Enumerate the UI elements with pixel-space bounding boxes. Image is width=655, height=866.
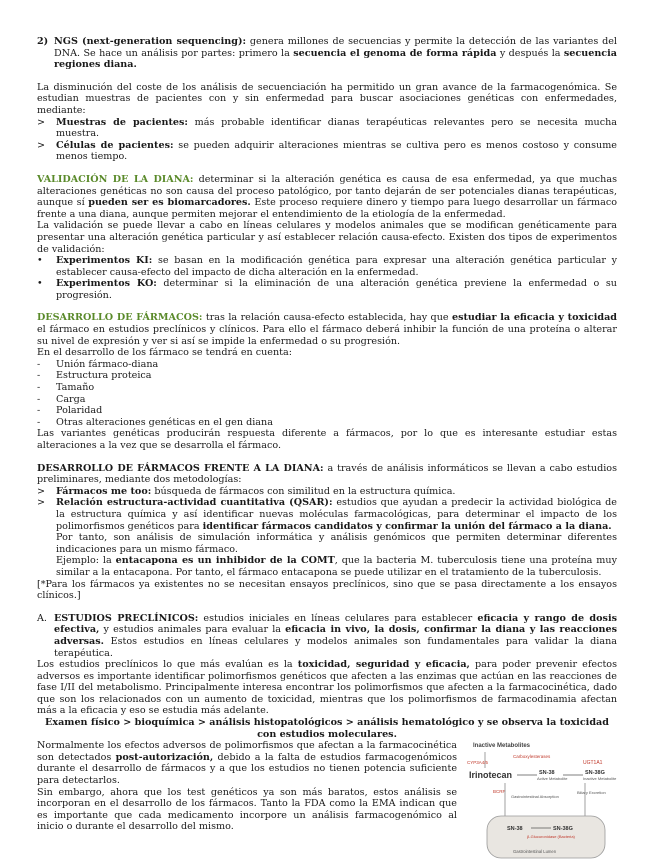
preclinicos-paragraph-3: Normalmente los efectos adversos de polimorfismos que afectan a la farmacocinética son detectados post-autorización, debido a la falta de estudios farmacogenómicos durante el desarrollo de fármacos y a que los estudios no tienen potencia suficiente para detectarlos. xyxy=(37,740,457,787)
preclinicos-heading: ESTUDIOS PRECLÍNICOS: xyxy=(54,612,199,624)
list-item: > Muestras de pacientes: más probable identificar dianas terapéuticas relevantes pero se necesita mucha muestra. xyxy=(37,116,618,140)
frente-list xyxy=(37,486,617,532)
validacion-list xyxy=(37,255,617,301)
frente-paragraph: DESARROLLO DE FÁRMACOS FRENTE A LA DIANA: a través de análisis informáticos se llevan a cabo estudios preliminares, mediante dos metodologías: xyxy=(37,462,617,486)
ugt-label: UGT1A1 xyxy=(583,760,603,767)
desarrollo-heading: DESARROLLO DE FÁRMACOS: xyxy=(37,312,203,324)
list-item: - Otras alteraciones genéticas en el gen diana xyxy=(37,416,273,428)
preclinicos-paragraph-4: Sin embargo, ahora que los test genéticos ya son más baratos, estos análisis se incorporan en el desarrollo de los fármacos. Tanto la FDA como la EMA indican que es importante que cada medicamento incorpore un análisis farmacogenómico al inicio o durante el desarrollo del mismo. xyxy=(37,786,457,833)
list-item: > Células de pacientes: se pueden adquirir alteraciones mientras se cultiva pero es menos costoso y consume menos tiempo. xyxy=(37,139,617,163)
intro-list xyxy=(37,117,617,163)
desarrollo-list xyxy=(37,359,617,429)
list-item: > Fármacos me too: búsqueda de fármacos con similitud en la estructura química. xyxy=(37,485,456,497)
gi-label: Gastrointestinal Absorption xyxy=(511,794,559,800)
desarrollo-paragraph: DESARROLLO DE FÁRMACOS: tras la relación causa-efecto establecida, hay que estudiar la eficacia y toxicidad el fármaco en estudios preclínicos y clínicos. Para ello el fármaco deberá inhibir la función de una proteína o alterar su nivel de expresión y ver si así se impide la enfermedad o su progresión. xyxy=(37,312,617,347)
irinotecan-metabolism-figure xyxy=(465,738,617,866)
preclinicos-paragraph-2: Los estudios preclínicos lo que más evalúan es la toxicidad, seguridad y eficacia, para poder prevenir efectos adversos es importante identificar polimorfismos genéticos que afecten a las enzimas que actúan en las reacciones de fase I/II del metabolismo. Principalmente interesa encontrar los polimorfismos que afecten a la farmacocinética, dado que son los relacionados con un aumento de toxicidad, mientras que los polimorfismos de farmacodinamia afectan más a la eficacia y eso se estudia más adelante. xyxy=(37,659,618,717)
validacion-paragraph-2: La validación se puede llevar a cabo en líneas celulares y modelos animales que se modifican genéticamente para presentar una alteración genética particular y así establecer relación causa-efecto. Existen dos tipos de experimentos de validación: xyxy=(37,220,617,255)
frente-indent-2: Ejemplo: la entacapona es un inhibidor de la COMT, que la bacteria M. tuberculosis tiene una proteína muy similar a la entacapona. Por tanto, el fármaco entacapona se puede utilizar en el tratamiento de la tuberculosis. xyxy=(56,555,618,578)
frente-indent-1: Por tanto, son análisis de simulación informática y análisis genómicos que permiten determinar diferentes indicaciones para un mismo fármaco. xyxy=(56,532,617,555)
list-item: - Carga xyxy=(37,393,86,405)
item-number: 2) xyxy=(37,36,49,47)
intro-paragraph: La disminución del coste de los análisis de secuenciación ha permitido un gran avance de la farmacogenómica. Se estudian muestras de pacientes con y sin enfermedad para buscar asociaciones genéticas con enfermedades, mediante: xyxy=(37,81,617,116)
cyp-label: CYP3A4/5 xyxy=(467,760,489,766)
lumen-label: Gastrointestinal Lumen xyxy=(513,849,557,855)
lumen-sn38-label: SN-38 xyxy=(507,826,523,833)
desarrollo-paragraph-2: En el desarrollo de los fármaco se tendrá en cuenta: xyxy=(37,347,292,359)
figure-title: Inactive Metabolites xyxy=(473,743,531,750)
lumen-sn38g-label: SN-38G xyxy=(553,826,573,833)
frente-heading: DESARROLLO DE FÁRMACOS FRENTE A LA DIANA: xyxy=(37,462,324,474)
list-item: • Experimentos KO: determinar si la eliminación de una alteración genética previene la enfermedad o su progresión. xyxy=(37,278,617,301)
ngs-heading: NGS (next-generation sequencing): xyxy=(54,36,247,47)
inactive-label: Inactive Metabolite xyxy=(583,776,617,782)
frente-note: [*Para los fármacos ya existentes no se necesitan ensayos preclínicos, sino que se pasa directamente a los ensayos clínicos.] xyxy=(37,578,617,602)
list-item: • Experimentos KI: se basan en la modificación genética para expresar una alteración genética particular y establecer causa-efecto del impacto de dicha alteración en la enfermedad. xyxy=(37,255,617,278)
biliary-label: Biliary Excretion xyxy=(577,790,606,796)
validacion-heading: VALIDACIÓN DE LA DIANA: xyxy=(37,173,194,185)
sn38g-label: SN-38G xyxy=(585,770,605,777)
list-item: - Estructura proteica xyxy=(37,370,152,382)
beta-label: β-Glucuronidase (Bacteria) xyxy=(527,834,575,840)
ngs-item: 2) NGS (next-generation sequencing): genera millones de secuencias y permite la detección de las variantes del DNA. Se hace un análisis por partes: primero la secuencia el genoma de forma rápida y después la secuencia regiones diana. xyxy=(37,36,617,71)
bcrp-label: BCRP xyxy=(493,789,506,795)
validacion-paragraph: VALIDACIÓN DE LA DIANA: determinar si la alteración genética es causa de esa enfermedad, ya que muchas alteraciones genéticas no son causa del proceso patológico, por tanto dejarán de ser potenciales dianas terapéuticas, aunque sí pueden ser es biomarcadores. Este proceso requiere dinero y tiempo para luego desarrollar un fármaco frente a una diana, aunque permiten mejorar el entendimiento de la etiología de la enfermedad. xyxy=(37,173,618,220)
carboxy-label: Carboxylesterases xyxy=(513,754,551,760)
active-label: Active Metabolite xyxy=(537,776,568,782)
list-item: - Polaridad xyxy=(37,405,103,417)
list-item: > Relación estructura-actividad cuantitativa (QSAR): estudios que ayudan a predecir la actividad biológica de la estructura química y así identificar nuevas moléculas farmacológicas, para determinar el impacto de los polimorfismos genéticos para identificar fármacos candidatos y confirmar la unión del fármaco a la diana. xyxy=(37,497,617,532)
document-page xyxy=(37,36,617,866)
preclinicos-center: Examen físico > bioquímica > análisis histopatológicos > análisis hematológico y se observa la toxicidad con estudios moleculares. xyxy=(45,717,609,740)
figure-block xyxy=(37,740,617,866)
drug-label: Irinotecan xyxy=(469,770,513,781)
desarrollo-paragraph-3: Las variantes genéticas producirán respuesta diferente a fármacos, por lo que es interesante estudiar estas alteraciones a la vez que se desarrolla el fármaco. xyxy=(37,428,617,451)
list-item: - Unión fármaco-diana xyxy=(37,358,159,370)
list-item: - Tamaño xyxy=(37,382,95,394)
preclinicos-section: A. ESTUDIOS PRECLÍNICOS: estudios iniciales en líneas celulares para establecer eficacia y rango de dosis efectiva, y estudios animales para evaluar la eficacia in vivo, la dosis, confirmar la diana y las reacciones adversas. Estos estudios en líneas celulares y modelos animales son fundamentales para validar la diana terapéutica. xyxy=(37,612,617,659)
sn38-label: SN-38 xyxy=(539,770,555,777)
